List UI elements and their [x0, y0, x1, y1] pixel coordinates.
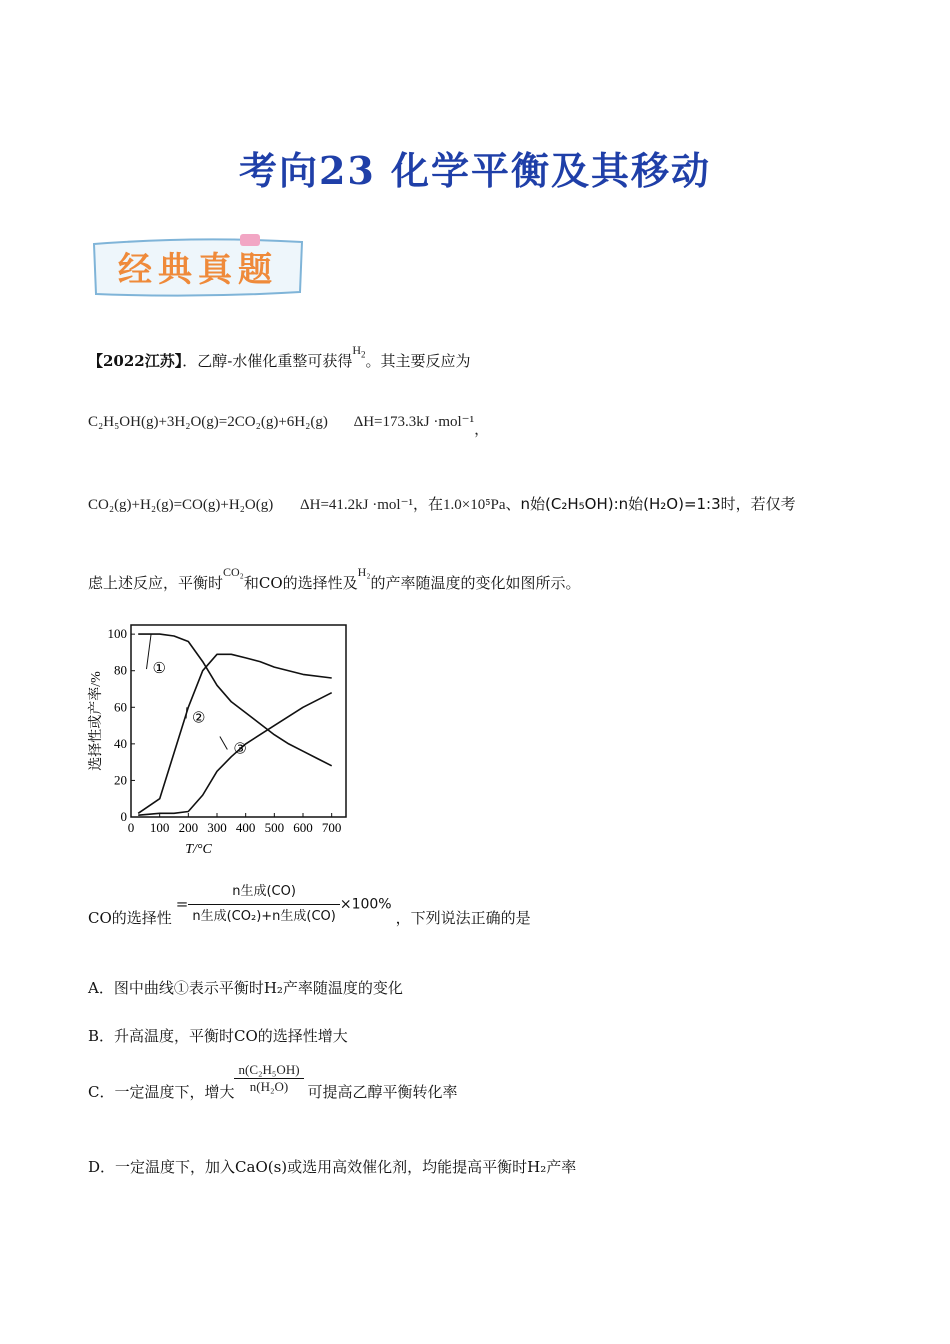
option-d[interactable]: D．一定温度下，加入CaO(s)或选用高效催化剂，均能提高平衡时H₂产率: [88, 1158, 577, 1176]
sel-mult: ×100%: [339, 896, 392, 913]
sel-fraction: [188, 880, 340, 929]
reaction-2-equation: CO₂(g)+H₂(g)=CO(g)+H₂O(g): [88, 497, 274, 513]
section-banner: [88, 232, 308, 300]
cond-sep: 、: [505, 495, 521, 513]
reaction-2-enthalpy: ΔH=41.2kJ ·mol⁻¹: [299, 497, 414, 513]
series-line-2: [138, 654, 332, 813]
y-tick-label: 20: [114, 772, 127, 788]
banner-label: 经典真题: [118, 250, 278, 290]
line4-text-a: 虑上述反应，平衡时: [88, 574, 224, 592]
x-tick-label: 0: [127, 820, 135, 835]
mole-ratio: n始(C₂H₅OH):n始(H₂O)=1:3: [520, 495, 721, 513]
option-c-denominator: n(H₂O): [234, 1078, 303, 1095]
page-title: 考向23 化学平衡及其移动: [238, 148, 712, 193]
reaction-1-comma: ，: [474, 422, 490, 438]
x-tick-label: 600: [293, 820, 313, 835]
pressure-value: 1.0×10⁵Pa: [443, 497, 506, 513]
question-line-4: [88, 565, 581, 594]
line4-text-b: 和CO的选择性及: [243, 574, 358, 592]
option-c-pre: C．一定温度下，增大: [88, 1082, 235, 1101]
reaction-1: [88, 412, 490, 438]
series-label-leader: [220, 737, 227, 750]
cond-end: 时，若仅考: [720, 495, 796, 513]
cond-prefix: ，在: [413, 495, 444, 513]
series-label: ③: [233, 741, 247, 758]
question-intro: [88, 343, 471, 376]
option-c[interactable]: [88, 1062, 458, 1101]
sel-prefix: CO的选择性: [88, 908, 172, 927]
chart-svg: [86, 615, 356, 860]
option-a[interactable]: A．图中曲线①表示平衡时H₂产率随温度的变化: [88, 979, 403, 997]
series-label: ②: [192, 710, 206, 727]
option-c-post: 可提高乙醇平衡转化率: [307, 1082, 458, 1101]
y-tick-label: 40: [114, 735, 127, 751]
sel-end: ，下列说法正确的是: [395, 908, 531, 927]
line4-co2: CO₂: [223, 565, 244, 579]
x-tick-label: 400: [235, 820, 256, 835]
series-label-leader: [186, 707, 187, 718]
y-tick-label: 100: [107, 626, 127, 642]
sel-denominator: n生成(CO₂)+n生成(CO): [188, 904, 340, 929]
y-tick-label: 80: [114, 662, 127, 678]
x-tick-label: 100: [149, 820, 170, 835]
x-axis-label: T/°C: [185, 842, 212, 857]
sel-numerator: n生成(CO): [232, 884, 296, 899]
x-tick-label: 700: [321, 820, 342, 835]
reaction-1-equation: C₂H₅OH(g)+3H₂O(g)=2CO₂(g)+6H₂(g): [88, 414, 328, 430]
x-tick-label: 300: [207, 820, 227, 835]
reaction-2: [88, 494, 796, 515]
line4-h2: H₂: [357, 565, 371, 579]
equilibrium-chart: [86, 615, 356, 860]
series-label-leader: [147, 634, 152, 669]
y-tick-label: 0: [120, 809, 127, 824]
y-tick-label: 60: [114, 699, 127, 715]
x-tick-label: 500: [264, 820, 285, 835]
option-c-fraction: [234, 1062, 303, 1095]
intro-h2: H2: [352, 343, 366, 360]
y-axis-label: 选择性或产率/%: [89, 671, 104, 771]
intro-end: 。其主要反应为: [365, 352, 471, 370]
series-label: ①: [152, 661, 166, 678]
reaction-1-enthalpy: ΔH=173.3kJ ·mol⁻¹: [353, 414, 475, 430]
option-c-numerator: n(C₂H₅OH): [238, 1062, 300, 1077]
intro-text: ．乙醇-水催化重整可获得: [182, 352, 353, 370]
line4-text-c: 的产率随温度的变化如图所示。: [370, 574, 581, 592]
question-source: 【2022江苏】: [88, 352, 183, 370]
x-tick-label: 200: [178, 820, 199, 835]
sel-eq: =: [175, 894, 189, 913]
option-b[interactable]: B．升高温度，平衡时CO的选择性增大: [88, 1027, 348, 1045]
co-selectivity-definition: [88, 880, 531, 929]
